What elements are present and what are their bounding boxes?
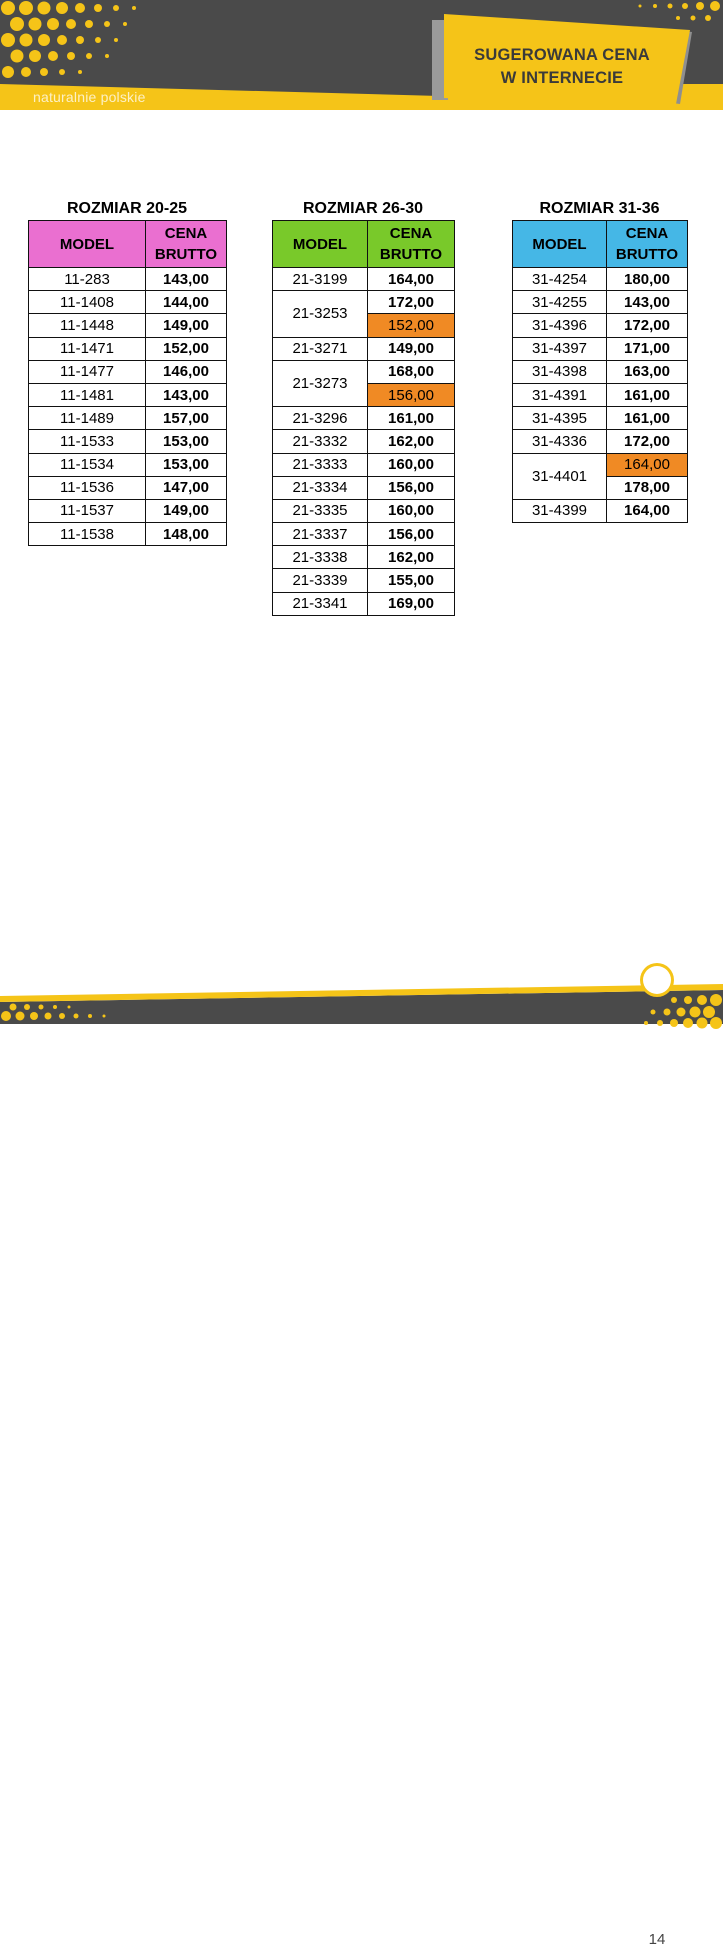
price-cell: 149,00 (146, 314, 227, 337)
column-header-price-line-1: CENA (164, 225, 208, 242)
model-cell: 31-4391 (513, 383, 607, 406)
table-row (29, 337, 227, 360)
column-header-price-line-2: BRUTTO (379, 246, 443, 263)
model-cell: 11-1537 (29, 499, 146, 522)
price-cell: 161,00 (607, 407, 688, 430)
table-row (29, 268, 227, 291)
table-row (29, 360, 227, 383)
model-cell: 11-1477 (29, 360, 146, 383)
table-row (513, 337, 688, 360)
price-cell-highlighted: 164,00 (607, 453, 688, 476)
price-cell: 156,00 (368, 476, 455, 499)
table-row (513, 360, 688, 383)
table-row (273, 337, 455, 360)
model-cell: 21-3332 (273, 430, 368, 453)
table-header-row (513, 221, 688, 268)
page-header (0, 0, 723, 112)
price-cell: 147,00 (146, 476, 227, 499)
footer-decoration (0, 960, 723, 1024)
model-cell: 11-1481 (29, 383, 146, 406)
price-cell: 149,00 (146, 499, 227, 522)
price-cell: 153,00 (146, 453, 227, 476)
model-cell: 31-4255 (513, 291, 607, 314)
price-cell: 172,00 (368, 291, 455, 314)
table-title: ROZMIAR 26-30 (302, 200, 424, 217)
table-row (513, 407, 688, 430)
page-title-line-1: SUGEROWANA CENA (474, 46, 650, 64)
price-cell: 164,00 (607, 499, 688, 522)
price-cell: 160,00 (368, 453, 455, 476)
table-row (273, 523, 455, 546)
price-cell: 149,00 (368, 337, 455, 360)
price-cell: 168,00 (368, 360, 455, 383)
model-cell: 11-1489 (29, 407, 146, 430)
model-cell: 31-4395 (513, 407, 607, 430)
table-row (273, 360, 455, 383)
column-header-model: MODEL (513, 221, 607, 268)
model-cell: 21-3341 (273, 592, 368, 615)
column-header-price-line-1: CENA (389, 225, 433, 242)
price-cell: 162,00 (368, 430, 455, 453)
page-title-line-2: W INTERNECIE (500, 69, 624, 87)
page-title (462, 44, 662, 90)
model-cell: 21-3338 (273, 546, 368, 569)
table-title: ROZMIAR 20-25 (66, 200, 188, 217)
model-cell: 11-1538 (29, 523, 146, 546)
table-row (29, 476, 227, 499)
table-row (29, 314, 227, 337)
table-header-row (273, 221, 455, 268)
model-cell: 11-1448 (29, 314, 146, 337)
price-cell-highlighted: 152,00 (368, 314, 455, 337)
page-footer (0, 960, 723, 1948)
price-cell: 178,00 (607, 476, 688, 499)
column-header-model: MODEL (273, 221, 368, 268)
price-table (28, 220, 227, 546)
price-cell: 144,00 (146, 291, 227, 314)
model-cell: 11-1534 (29, 453, 146, 476)
price-cell: 162,00 (368, 546, 455, 569)
price-cell: 172,00 (607, 314, 688, 337)
model-cell: 31-4397 (513, 337, 607, 360)
model-cell: 11-1408 (29, 291, 146, 314)
table-row (513, 268, 688, 291)
model-cell: 31-4399 (513, 499, 607, 522)
table-row (29, 407, 227, 430)
price-cell: 155,00 (368, 569, 455, 592)
model-cell: 21-3296 (273, 407, 368, 430)
column-header-model: MODEL (29, 221, 146, 268)
price-cell: 156,00 (368, 523, 455, 546)
price-cell: 153,00 (146, 430, 227, 453)
table-row (29, 453, 227, 476)
model-cell: 31-4336 (513, 430, 607, 453)
table-row (273, 499, 455, 522)
price-cell: 171,00 (607, 337, 688, 360)
price-cell: 160,00 (368, 499, 455, 522)
table-row (29, 430, 227, 453)
model-cell: 11-1536 (29, 476, 146, 499)
table-row (273, 476, 455, 499)
price-cell: 172,00 (607, 430, 688, 453)
column-header-price-line-2: BRUTTO (615, 246, 679, 263)
table-row (513, 453, 688, 476)
table-row (273, 569, 455, 592)
model-cell: 21-3337 (273, 523, 368, 546)
price-cell-highlighted: 156,00 (368, 383, 455, 406)
price-cell: 164,00 (368, 268, 455, 291)
table-header-row (29, 221, 227, 268)
table-row (29, 383, 227, 406)
table-row (273, 546, 455, 569)
table-row (513, 291, 688, 314)
price-cell: 180,00 (607, 268, 688, 291)
price-table (272, 220, 455, 616)
table-row (273, 430, 455, 453)
table-row (273, 291, 455, 314)
model-cell: 21-3333 (273, 453, 368, 476)
model-cell: 21-3335 (273, 499, 368, 522)
price-cell: 152,00 (146, 337, 227, 360)
table-row (513, 314, 688, 337)
price-cell: 146,00 (146, 360, 227, 383)
price-table-31-36 (512, 197, 687, 523)
table-row (29, 291, 227, 314)
price-cell: 161,00 (368, 407, 455, 430)
column-header-price (607, 221, 688, 268)
table-row (513, 430, 688, 453)
column-header-price (146, 221, 227, 268)
model-cell: 21-3271 (273, 337, 368, 360)
model-cell: 11-1533 (29, 430, 146, 453)
price-table-20-25 (28, 197, 226, 546)
price-table-26-30 (272, 197, 454, 616)
table-row (29, 523, 227, 546)
model-cell: 31-4396 (513, 314, 607, 337)
table-title: ROZMIAR 31-36 (539, 200, 660, 217)
table-row (29, 499, 227, 522)
price-cell: 148,00 (146, 523, 227, 546)
column-header-price-line-2: BRUTTO (154, 246, 218, 263)
model-cell: 31-4398 (513, 360, 607, 383)
model-cell: 31-4254 (513, 268, 607, 291)
table-row (273, 268, 455, 291)
price-cell: 143,00 (607, 291, 688, 314)
column-header-price-line-1: CENA (625, 225, 669, 242)
model-cell: 21-3339 (273, 569, 368, 592)
price-cell: 157,00 (146, 407, 227, 430)
model-cell: 11-283 (29, 268, 146, 291)
table-row (513, 383, 688, 406)
model-cell: 11-1471 (29, 337, 146, 360)
price-table (512, 220, 688, 523)
table-row (273, 453, 455, 476)
model-cell: 21-3273 (273, 360, 368, 406)
model-cell: 31-4401 (513, 453, 607, 499)
table-row (273, 592, 455, 615)
model-cell: 21-3334 (273, 476, 368, 499)
price-cell: 169,00 (368, 592, 455, 615)
table-row (273, 407, 455, 430)
table-row (513, 499, 688, 522)
price-cell: 163,00 (607, 360, 688, 383)
page-number: 14 (648, 1931, 666, 1948)
model-cell: 21-3253 (273, 291, 368, 337)
price-cell: 161,00 (607, 383, 688, 406)
price-cell: 143,00 (146, 383, 227, 406)
brand-tagline: naturalnie polskie (33, 89, 146, 105)
column-header-price (368, 221, 455, 268)
price-cell: 143,00 (146, 268, 227, 291)
model-cell: 21-3199 (273, 268, 368, 291)
